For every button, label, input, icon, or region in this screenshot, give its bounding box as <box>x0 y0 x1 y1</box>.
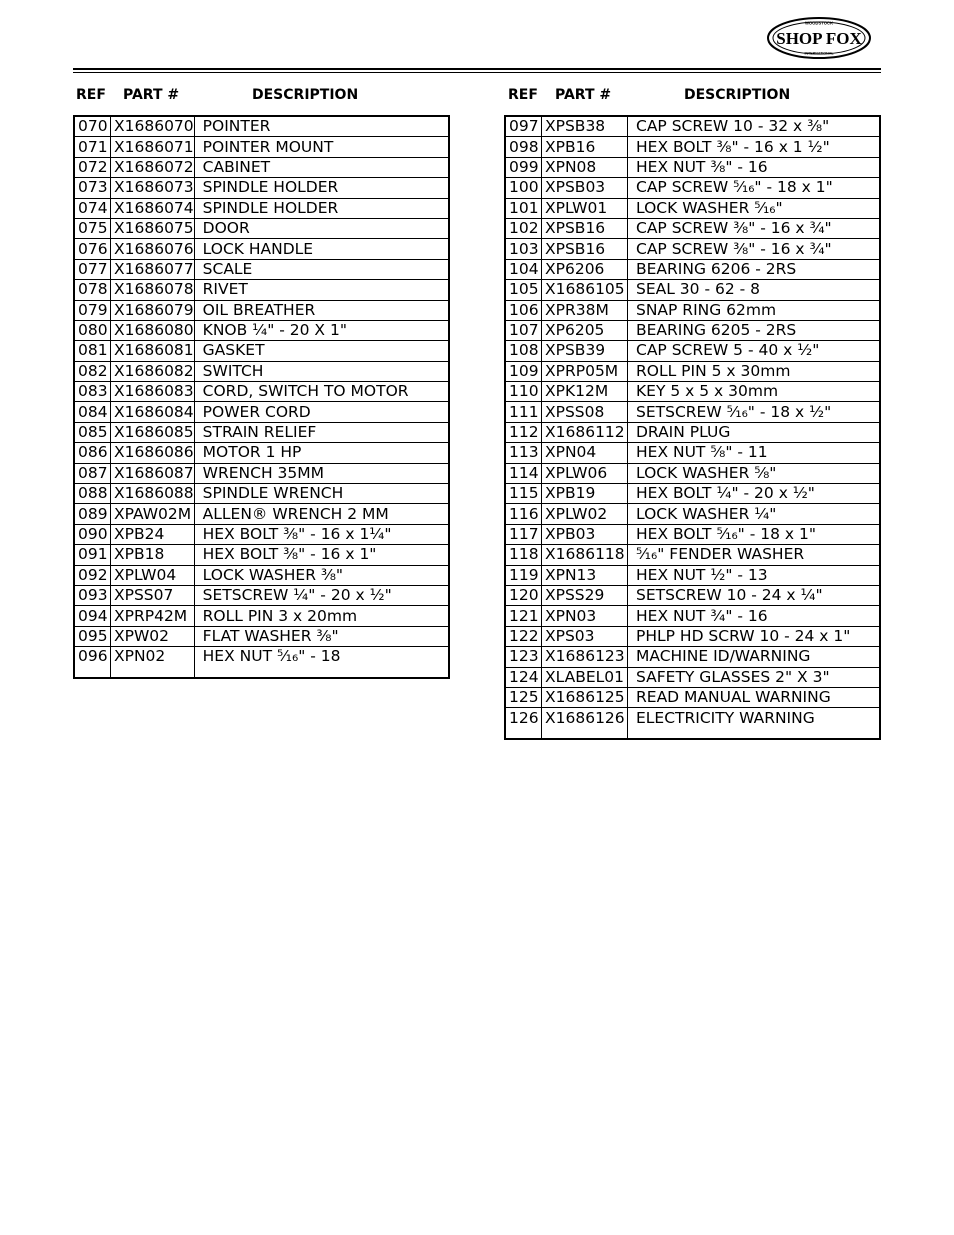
part-number-cell: XPN13 <box>542 565 628 585</box>
part-number-cell: XPRP42M <box>111 606 195 626</box>
table-row <box>74 585 449 605</box>
table-row <box>74 218 449 238</box>
ref-cell: 079 <box>74 300 111 320</box>
table-row <box>74 361 449 381</box>
description-cell: HEX BOLT ³⁄₈" - 16 x 1¹⁄₄" <box>194 524 449 544</box>
part-number-cell: XPSB39 <box>542 341 628 361</box>
table-row <box>74 198 449 218</box>
header-rule-thin <box>73 72 881 73</box>
table-row <box>505 198 880 218</box>
table-row <box>505 606 880 626</box>
table-row <box>74 626 449 646</box>
part-number-cell: X1686080 <box>111 320 195 340</box>
description-cell: CAP SCREW ³⁄₈" - 16 x ³⁄₄" <box>628 239 881 259</box>
part-number-cell: XPSB16 <box>542 239 628 259</box>
description-cell: HEX NUT ⁵⁄₈" - 11 <box>628 443 881 463</box>
description-cell: SWITCH <box>194 361 449 381</box>
table-row <box>505 137 880 157</box>
part-number-cell: XPB24 <box>111 524 195 544</box>
description-cell: KNOB ¹⁄₄" - 20 X 1" <box>194 320 449 340</box>
part-number-cell: XPSS29 <box>542 585 628 605</box>
part-number-cell: XPN03 <box>542 606 628 626</box>
table-row <box>505 320 880 340</box>
ref-cell: 121 <box>505 606 542 626</box>
table-row <box>505 341 880 361</box>
description-cell: CABINET <box>194 157 449 177</box>
ref-cell: 106 <box>505 300 542 320</box>
ref-cell: 109 <box>505 361 542 381</box>
table-row <box>74 157 449 177</box>
part-number-cell: XPR38M <box>542 300 628 320</box>
description-cell: READ MANUAL WARNING <box>628 687 881 707</box>
description-cell: CAP SCREW 10 - 32 x ³⁄₈" <box>628 116 881 137</box>
ref-cell: 101 <box>505 198 542 218</box>
table-row <box>505 708 880 739</box>
left-column-headers <box>73 87 450 105</box>
table-row <box>505 524 880 544</box>
ref-cell: 118 <box>505 545 542 565</box>
part-number-cell: X1686083 <box>111 382 195 402</box>
ref-cell: 126 <box>505 708 542 739</box>
part-number-cell: X1686072 <box>111 157 195 177</box>
part-number-cell: XP6206 <box>542 259 628 279</box>
part-number-cell: X1686105 <box>542 280 628 300</box>
table-row <box>74 647 449 678</box>
description-cell: LOCK WASHER ⁵⁄₈" <box>628 463 881 483</box>
description-cell: POINTER MOUNT <box>194 137 449 157</box>
part-number-cell: X1686081 <box>111 341 195 361</box>
part-number-cell: X1686070 <box>111 116 195 137</box>
description-cell: LOCK WASHER ¹⁄₄" <box>628 504 881 524</box>
ref-cell: 124 <box>505 667 542 687</box>
ref-cell: 082 <box>74 361 111 381</box>
table-row <box>74 504 449 524</box>
description-cell: BEARING 6206 - 2RS <box>628 259 881 279</box>
description-cell: GASKET <box>194 341 449 361</box>
description-cell: ROLL PIN 3 x 20mm <box>194 606 449 626</box>
description-cell: HEX NUT ⁵⁄₁₆" - 18 <box>194 647 449 678</box>
ref-header: REF <box>76 87 106 103</box>
ref-cell: 100 <box>505 178 542 198</box>
table-row <box>505 218 880 238</box>
logo-bottom-ring-text: INTERNATIONAL <box>804 51 834 56</box>
description-cell: HEX BOLT ¹⁄₄" - 20 x ¹⁄₂" <box>628 484 881 504</box>
description-cell: LOCK WASHER ⁵⁄₁₆" <box>628 198 881 218</box>
description-cell: SAFETY GLASSES 2" X 3" <box>628 667 881 687</box>
part-number-cell: XPS03 <box>542 626 628 646</box>
table-row <box>74 463 449 483</box>
parts-table-right <box>504 115 881 740</box>
ref-cell: 125 <box>505 687 542 707</box>
part-number-cell: XPRP05M <box>542 361 628 381</box>
part-number-cell: XPLW06 <box>542 463 628 483</box>
description-cell: LOCK WASHER ³⁄₈" <box>194 565 449 585</box>
table-row <box>505 361 880 381</box>
table-row <box>74 116 449 137</box>
ref-cell: 085 <box>74 422 111 442</box>
ref-cell: 087 <box>74 463 111 483</box>
description-cell: CAP SCREW ³⁄₈" - 16 x ³⁄₄" <box>628 218 881 238</box>
ref-cell: 078 <box>74 280 111 300</box>
part-number-cell: X1686073 <box>111 178 195 198</box>
ref-cell: 114 <box>505 463 542 483</box>
part-number-cell: X1686079 <box>111 300 195 320</box>
part-header: PART # <box>123 87 180 103</box>
description-cell: HEX BOLT ³⁄₈" - 16 x 1" <box>194 545 449 565</box>
description-cell: STRAIN RELIEF <box>194 422 449 442</box>
table-row <box>505 545 880 565</box>
part-number-cell: X1686085 <box>111 422 195 442</box>
description-cell: HEX BOLT ⁵⁄₁₆" - 18 x 1" <box>628 524 881 544</box>
description-cell: SPINDLE HOLDER <box>194 178 449 198</box>
table-row <box>74 341 449 361</box>
description-cell: SCALE <box>194 259 449 279</box>
part-number-cell: X1686077 <box>111 259 195 279</box>
description-cell: ⁵⁄₁₆" FENDER WASHER <box>628 545 881 565</box>
part-number-cell: X1686088 <box>111 484 195 504</box>
table-row <box>74 402 449 422</box>
description-cell: LOCK HANDLE <box>194 239 449 259</box>
part-number-cell: XP6205 <box>542 320 628 340</box>
description-cell: MACHINE ID/WARNING <box>628 647 881 667</box>
ref-cell: 104 <box>505 259 542 279</box>
table-row <box>505 239 880 259</box>
description-cell: HEX NUT ³⁄₄" - 16 <box>628 606 881 626</box>
ref-cell: 089 <box>74 504 111 524</box>
table-row <box>505 259 880 279</box>
ref-cell: 086 <box>74 443 111 463</box>
ref-header: REF <box>508 87 538 103</box>
part-number-cell: X1686074 <box>111 198 195 218</box>
table-row <box>74 178 449 198</box>
part-number-cell: XPLW02 <box>542 504 628 524</box>
logo-top-ring-text: WOODSTOCK <box>804 20 834 26</box>
description-cell: HEX NUT ¹⁄₂" - 13 <box>628 565 881 585</box>
ref-cell: 074 <box>74 198 111 218</box>
table-row <box>74 259 449 279</box>
ref-cell: 117 <box>505 524 542 544</box>
part-number-cell: X1686082 <box>111 361 195 381</box>
ref-cell: 096 <box>74 647 111 678</box>
description-header: DESCRIPTION <box>252 87 359 103</box>
table-row <box>505 178 880 198</box>
table-row <box>505 667 880 687</box>
table-row <box>505 402 880 422</box>
table-row <box>74 137 449 157</box>
ref-cell: 120 <box>505 585 542 605</box>
logo-wordmark: SHOP FOX <box>776 29 862 48</box>
part-number-cell: XPSS08 <box>542 402 628 422</box>
table-row <box>74 524 449 544</box>
ref-cell: 116 <box>505 504 542 524</box>
part-number-cell: X1686118 <box>542 545 628 565</box>
part-number-cell: XPB16 <box>542 137 628 157</box>
table-row <box>74 280 449 300</box>
ref-cell: 113 <box>505 443 542 463</box>
ref-cell: 098 <box>505 137 542 157</box>
ref-cell: 083 <box>74 382 111 402</box>
part-number-cell: XPB19 <box>542 484 628 504</box>
description-cell: ELECTRICITY WARNING <box>628 708 881 739</box>
part-number-cell: X1686087 <box>111 463 195 483</box>
part-header: PART # <box>555 87 612 103</box>
description-cell: CAP SCREW 5 - 40 x ¹⁄₂" <box>628 341 881 361</box>
table-row <box>74 565 449 585</box>
table-row <box>74 545 449 565</box>
description-cell: BEARING 6205 - 2RS <box>628 320 881 340</box>
part-number-cell: XPAW02M <box>111 504 195 524</box>
part-number-cell: X1686125 <box>542 687 628 707</box>
description-cell: ROLL PIN 5 x 30mm <box>628 361 881 381</box>
part-number-cell: X1686084 <box>111 402 195 422</box>
ref-cell: 110 <box>505 382 542 402</box>
ref-cell: 080 <box>74 320 111 340</box>
description-cell: RIVET <box>194 280 449 300</box>
part-number-cell: XPLW01 <box>542 198 628 218</box>
table-row <box>505 157 880 177</box>
description-cell: SETSCREW 10 - 24 x ¹⁄₄" <box>628 585 881 605</box>
description-header: DESCRIPTION <box>684 87 791 103</box>
part-number-cell: X1686123 <box>542 647 628 667</box>
part-number-cell: X1686076 <box>111 239 195 259</box>
part-number-cell: XPN02 <box>111 647 195 678</box>
table-row <box>505 422 880 442</box>
description-cell: HEX BOLT ³⁄₈" - 16 x 1 ¹⁄₂" <box>628 137 881 157</box>
part-number-cell: XPLW04 <box>111 565 195 585</box>
table-row <box>74 300 449 320</box>
table-row <box>74 606 449 626</box>
ref-cell: 075 <box>74 218 111 238</box>
description-cell: SPINDLE HOLDER <box>194 198 449 218</box>
ref-cell: 088 <box>74 484 111 504</box>
table-row <box>505 585 880 605</box>
ref-cell: 072 <box>74 157 111 177</box>
ref-cell: 091 <box>74 545 111 565</box>
table-row <box>505 116 880 137</box>
part-number-cell: XPN04 <box>542 443 628 463</box>
part-number-cell: X1686126 <box>542 708 628 739</box>
part-number-cell: XPW02 <box>111 626 195 646</box>
table-row <box>505 463 880 483</box>
ref-cell: 092 <box>74 565 111 585</box>
table-row <box>74 239 449 259</box>
description-cell: FLAT WASHER ³⁄₈" <box>194 626 449 646</box>
description-cell: SNAP RING 62mm <box>628 300 881 320</box>
part-number-cell: X1686078 <box>111 280 195 300</box>
ref-cell: 105 <box>505 280 542 300</box>
description-cell: POINTER <box>194 116 449 137</box>
description-cell: CAP SCREW ⁵⁄₁₆" - 18 x 1" <box>628 178 881 198</box>
table-row <box>505 504 880 524</box>
description-cell: KEY 5 x 5 x 30mm <box>628 382 881 402</box>
table-row <box>505 687 880 707</box>
part-number-cell: XPK12M <box>542 382 628 402</box>
ref-cell: 090 <box>74 524 111 544</box>
ref-cell: 073 <box>74 178 111 198</box>
ref-cell: 107 <box>505 320 542 340</box>
part-number-cell: XPSB38 <box>542 116 628 137</box>
part-number-cell: X1686112 <box>542 422 628 442</box>
part-number-cell: XPSB16 <box>542 218 628 238</box>
description-cell: DOOR <box>194 218 449 238</box>
part-number-cell: XPSB03 <box>542 178 628 198</box>
part-number-cell: XPB03 <box>542 524 628 544</box>
description-cell: HEX NUT ³⁄₈" - 16 <box>628 157 881 177</box>
ref-cell: 119 <box>505 565 542 585</box>
ref-cell: 103 <box>505 239 542 259</box>
ref-cell: 095 <box>74 626 111 646</box>
description-cell: POWER CORD <box>194 402 449 422</box>
description-cell: MOTOR 1 HP <box>194 443 449 463</box>
ref-cell: 077 <box>74 259 111 279</box>
description-cell: CORD, SWITCH TO MOTOR <box>194 382 449 402</box>
part-number-cell: XLABEL01 <box>542 667 628 687</box>
table-row <box>505 382 880 402</box>
part-number-cell: X1686086 <box>111 443 195 463</box>
description-cell: SETSCREW ⁵⁄₁₆" - 18 x ¹⁄₂" <box>628 402 881 422</box>
table-row <box>505 300 880 320</box>
table-row <box>74 422 449 442</box>
ref-cell: 070 <box>74 116 111 137</box>
description-cell: SETSCREW ¹⁄₄" - 20 x ¹⁄₂" <box>194 585 449 605</box>
description-cell: SPINDLE WRENCH <box>194 484 449 504</box>
ref-cell: 097 <box>505 116 542 137</box>
ref-cell: 122 <box>505 626 542 646</box>
ref-cell: 093 <box>74 585 111 605</box>
table-row <box>74 484 449 504</box>
ref-cell: 112 <box>505 422 542 442</box>
table-row <box>505 443 880 463</box>
part-number-cell: XPB18 <box>111 545 195 565</box>
ref-cell: 111 <box>505 402 542 422</box>
part-number-cell: X1686075 <box>111 218 195 238</box>
ref-cell: 081 <box>74 341 111 361</box>
ref-cell: 084 <box>74 402 111 422</box>
table-row <box>505 565 880 585</box>
ref-cell: 076 <box>74 239 111 259</box>
part-number-cell: XPSS07 <box>111 585 195 605</box>
table-row <box>505 484 880 504</box>
table-row <box>505 280 880 300</box>
ref-cell: 108 <box>505 341 542 361</box>
ref-cell: 099 <box>505 157 542 177</box>
table-row <box>74 382 449 402</box>
description-cell: SEAL 30 - 62 - 8 <box>628 280 881 300</box>
ref-cell: 102 <box>505 218 542 238</box>
ref-cell: 123 <box>505 647 542 667</box>
ref-cell: 115 <box>505 484 542 504</box>
description-cell: OIL BREATHER <box>194 300 449 320</box>
part-number-cell: X1686071 <box>111 137 195 157</box>
shop-fox-logo <box>766 16 872 60</box>
part-number-cell: XPN08 <box>542 157 628 177</box>
parts-table-left <box>73 115 450 679</box>
ref-cell: 094 <box>74 606 111 626</box>
table-row <box>505 626 880 646</box>
header-rule-thick <box>73 68 881 70</box>
table-row <box>74 443 449 463</box>
description-cell: PHLP HD SCRW 10 - 24 x 1" <box>628 626 881 646</box>
table-row <box>74 320 449 340</box>
right-column-headers <box>504 87 881 105</box>
description-cell: ALLEN® WRENCH 2 MM <box>194 504 449 524</box>
table-row <box>505 647 880 667</box>
description-cell: DRAIN PLUG <box>628 422 881 442</box>
ref-cell: 071 <box>74 137 111 157</box>
description-cell: WRENCH 35MM <box>194 463 449 483</box>
